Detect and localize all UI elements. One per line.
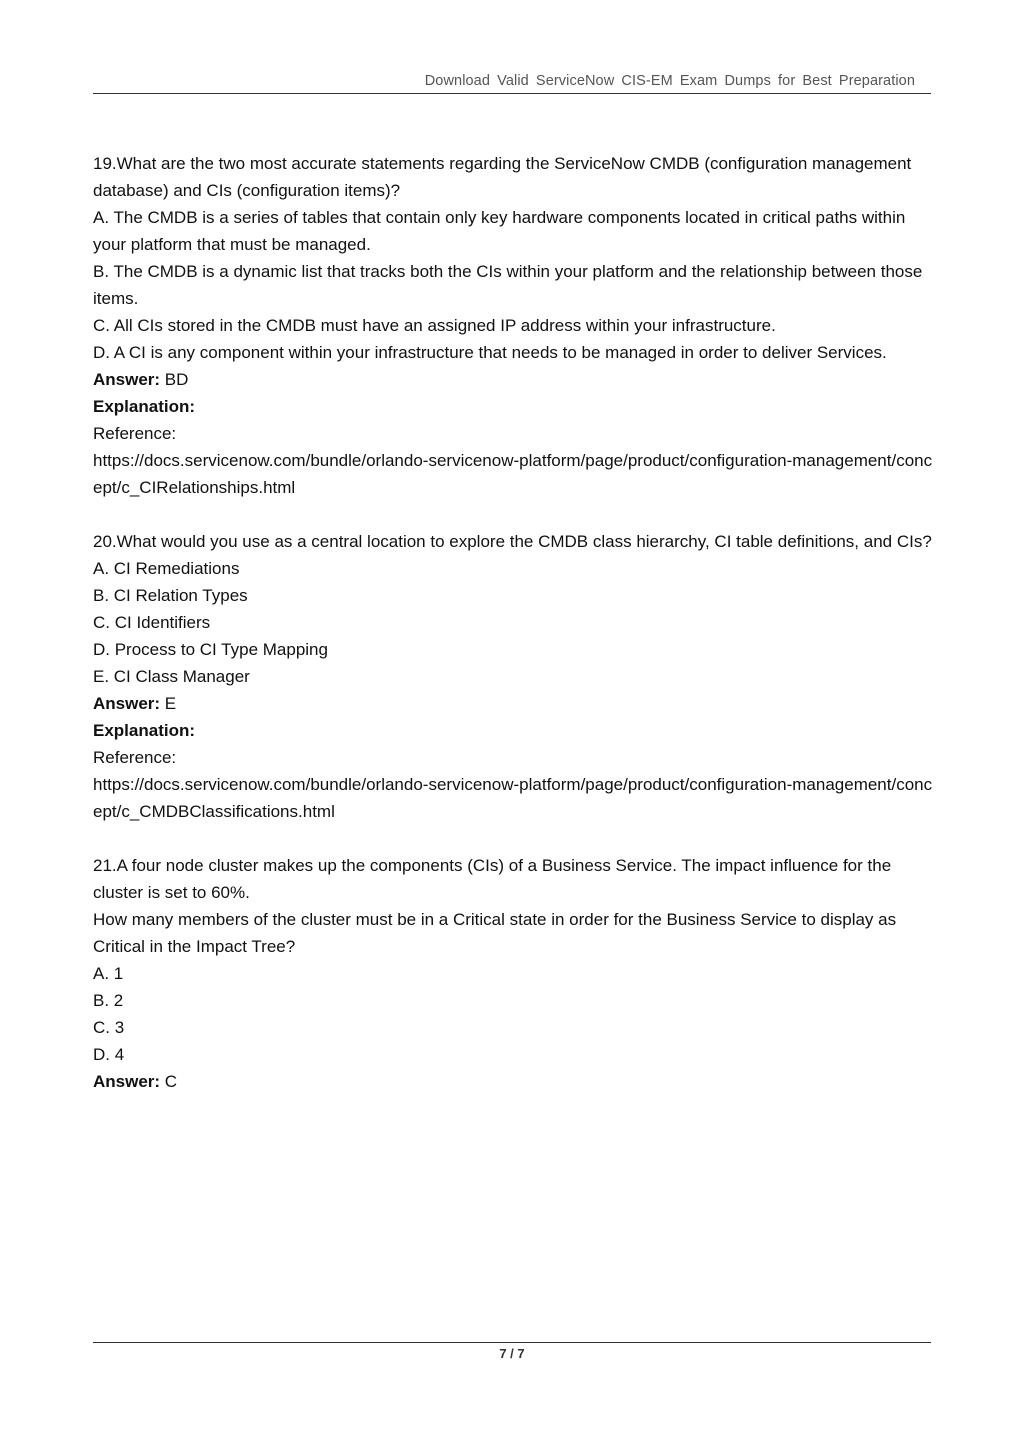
option-a: A. The CMDB is a series of tables that contain only key hardware components located in critical paths within your platform that must be managed. <box>93 208 906 254</box>
answer-value: BD <box>160 370 189 389</box>
answer-value: E <box>160 694 177 713</box>
option-b: B. 2 <box>93 991 124 1010</box>
answer-label: Answer: <box>93 1072 161 1091</box>
explanation-label: Explanation: <box>93 721 196 740</box>
question-21 <box>93 852 933 1095</box>
option-c: C. All CIs stored in the CMDB must have an assigned IP address within your infrastructure. <box>93 316 776 335</box>
reference-label: Reference: <box>93 424 177 443</box>
answer-label: Answer: <box>93 694 161 713</box>
question-20 <box>93 528 933 825</box>
question-stem: 20.What would you use as a central location to explore the CMDB class hierarchy, CI table definitions, and CIs? <box>93 532 932 551</box>
page-number: 7 / 7 <box>499 1346 525 1361</box>
question-stem: 21.A four node cluster makes up the components (CIs) of a Business Service. The impact influence for the cluster is set to 60%. <box>93 856 892 902</box>
option-c: C. CI Identifiers <box>93 613 211 632</box>
option-d: D. A CI is any component within your infrastructure that needs to be managed in order to deliver Services. <box>93 343 887 362</box>
reference-url: https://docs.servicenow.com/bundle/orlando-servicenow-platform/page/product/configuration-management/concept/c_CMDBClassifications.html <box>93 775 933 821</box>
answer-label: Answer: <box>93 370 161 389</box>
explanation-label: Explanation: <box>93 397 196 416</box>
answer-line <box>93 690 933 717</box>
footer-divider <box>93 1342 931 1343</box>
option-b: B. The CMDB is a dynamic list that tracks both the CIs within your platform and the relationship between those items. <box>93 262 923 308</box>
document-body <box>93 150 933 1122</box>
option-d: D. 4 <box>93 1045 125 1064</box>
answer-line <box>93 1068 933 1095</box>
option-d: D. Process to CI Type Mapping <box>93 640 328 659</box>
answer-value: C <box>160 1072 178 1091</box>
option-b: B. CI Relation Types <box>93 586 248 605</box>
header-divider <box>93 93 931 94</box>
answer-line <box>93 366 933 393</box>
question-stem: 19.What are the two most accurate statements regarding the ServiceNow CMDB (configuration management database) and CIs (configuration items)? <box>93 154 912 200</box>
option-c: C. 3 <box>93 1018 125 1037</box>
question-stem-continued: How many members of the cluster must be in a Critical state in order for the Business Service to display as Critical in the Impact Tree? <box>93 910 897 956</box>
reference-label: Reference: <box>93 748 177 767</box>
option-a: A. CI Remediations <box>93 559 240 578</box>
option-a: A. 1 <box>93 964 124 983</box>
reference-url: https://docs.servicenow.com/bundle/orlando-servicenow-platform/page/product/configuration-management/concept/c_CIRelationships.html <box>93 451 933 497</box>
option-e: E. CI Class Manager <box>93 667 250 686</box>
page-header-title: Download Valid ServiceNow CIS-EM Exam Dumps for Best Preparation <box>424 73 915 89</box>
question-19 <box>93 150 933 501</box>
